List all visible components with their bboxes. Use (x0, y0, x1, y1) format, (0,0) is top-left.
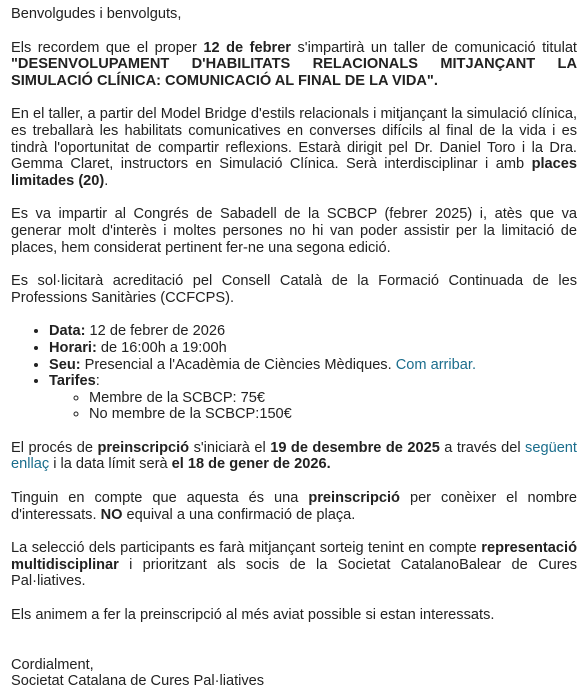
directions-link[interactable]: Com arribar. (395, 356, 477, 373)
preregistration-link[interactable]: següent enllaç (11, 439, 577, 473)
prereg-start-date: 19 de desembre de 2025 (270, 439, 440, 456)
prereg-text-2: s'iniciarà el (189, 439, 271, 456)
workshop-description (11, 106, 577, 189)
list-item-date (49, 323, 577, 340)
intro-period: . (433, 72, 438, 89)
selection-text-2: i prioritzant als socis de la Societat CatalanoBalear de Cures Pal·liatives. (11, 556, 577, 590)
prereg-text-4: i la data límit serà (49, 456, 172, 473)
date-value: 12 de febrer de 2026 (85, 323, 226, 340)
selection-paragraph (11, 540, 577, 590)
limited-places: places limitades (20) (11, 156, 577, 189)
prereg-text-3: a través del (439, 439, 526, 456)
note-text-2: per conèixer el nombre d'interessats. (11, 490, 577, 523)
encouragement-paragraph: Els animem a fer la preinscripció al més aviat possible si estan interessats. (11, 607, 495, 624)
list-item-schedule (49, 340, 577, 357)
list-item-venue (49, 357, 577, 374)
selection-text: La selecció dels participants es farà mitjançant sorteig tenint en compte (11, 540, 482, 557)
workshop-title: "DESENVOLUPAMENT D'HABILITATS RELACIONALS MITJANÇANT LA SIMULACIÓ CLÍNICA: COMUNICACIÓ AL FINAL DE LA VIDA" (11, 56, 577, 89)
schedule-label: Horari: (49, 339, 97, 356)
accreditation-paragraph: Es sol·licitarà acreditació pel Consell Català de la Formació Continuada de les Professions Sanitàries (CCFCPS). (11, 273, 577, 306)
note-text-3: equival a una confirmació de plaça. (122, 506, 356, 523)
venue-value: Presencial a l'Acadèmia de Ciències Mèdiques. (80, 356, 396, 373)
signature-block (11, 657, 577, 690)
description-text: En el taller, a partir del Model Bridge d'estils relacionals i mitjançant la simulació clínica, es treballarà les habilitats comunicatives en converses difícils al final de la vida i es tindrà l'oportunitat de compartir reflexions. Estarà dirigit pel Dr. Daniel Toro i la Dra. Gemma Claret, instructors en Simulació Clínica. Serà interdisciplinar i amb (11, 106, 577, 173)
preregistration-paragraph (11, 440, 577, 473)
fee-member: ◦ Membre de la SCBCP: 75€ (89, 390, 577, 407)
preregistration-note (11, 490, 577, 523)
fees-colon: : (95, 373, 100, 390)
prereg-deadline: el 18 de gener de 2026. (171, 456, 331, 473)
congress-paragraph: Es va impartir al Congrés de Sabadell de la SCBCP (febrer 2025) i, atès que va generar molt d'interès i moltes persones no hi van poder assistir per la limitació de places, hem considerat pertinent fer-ne una segona edició. (11, 206, 577, 256)
list-item-fees (49, 373, 577, 423)
intro-date: 12 de febrer (203, 39, 291, 56)
selection-bold: representació multidisciplinar (11, 540, 577, 573)
fee-non-member: ◦ No membre de la SCBCP:150€ (89, 406, 577, 423)
fees-label: Tarifes (49, 373, 96, 390)
signature: Societat Catalana de Cures Pal·liatives (11, 673, 265, 690)
intro-text-2: s'impartirà un taller de comunicació titulat (291, 39, 577, 56)
greeting: Benvolgudes i benvolguts, (11, 6, 182, 22)
description-period: . (104, 172, 109, 189)
closing: Cordialment, (11, 656, 94, 673)
details-list (11, 323, 577, 423)
intro-text: Els recordem que el proper (11, 39, 204, 56)
prereg-text: El procés de (11, 439, 98, 456)
intro-paragraph (11, 40, 577, 90)
note-no: NO (100, 506, 123, 523)
schedule-value: de 16:00h a 19:00h (96, 339, 227, 356)
date-label: Data: (49, 323, 86, 340)
venue-label: Seu: (49, 356, 81, 373)
note-bold: preinscripció (308, 490, 400, 507)
note-text: Tinguin en compte que aquesta és una (11, 490, 309, 507)
prereg-bold: preinscripció (97, 439, 190, 456)
fees-list (49, 390, 577, 423)
